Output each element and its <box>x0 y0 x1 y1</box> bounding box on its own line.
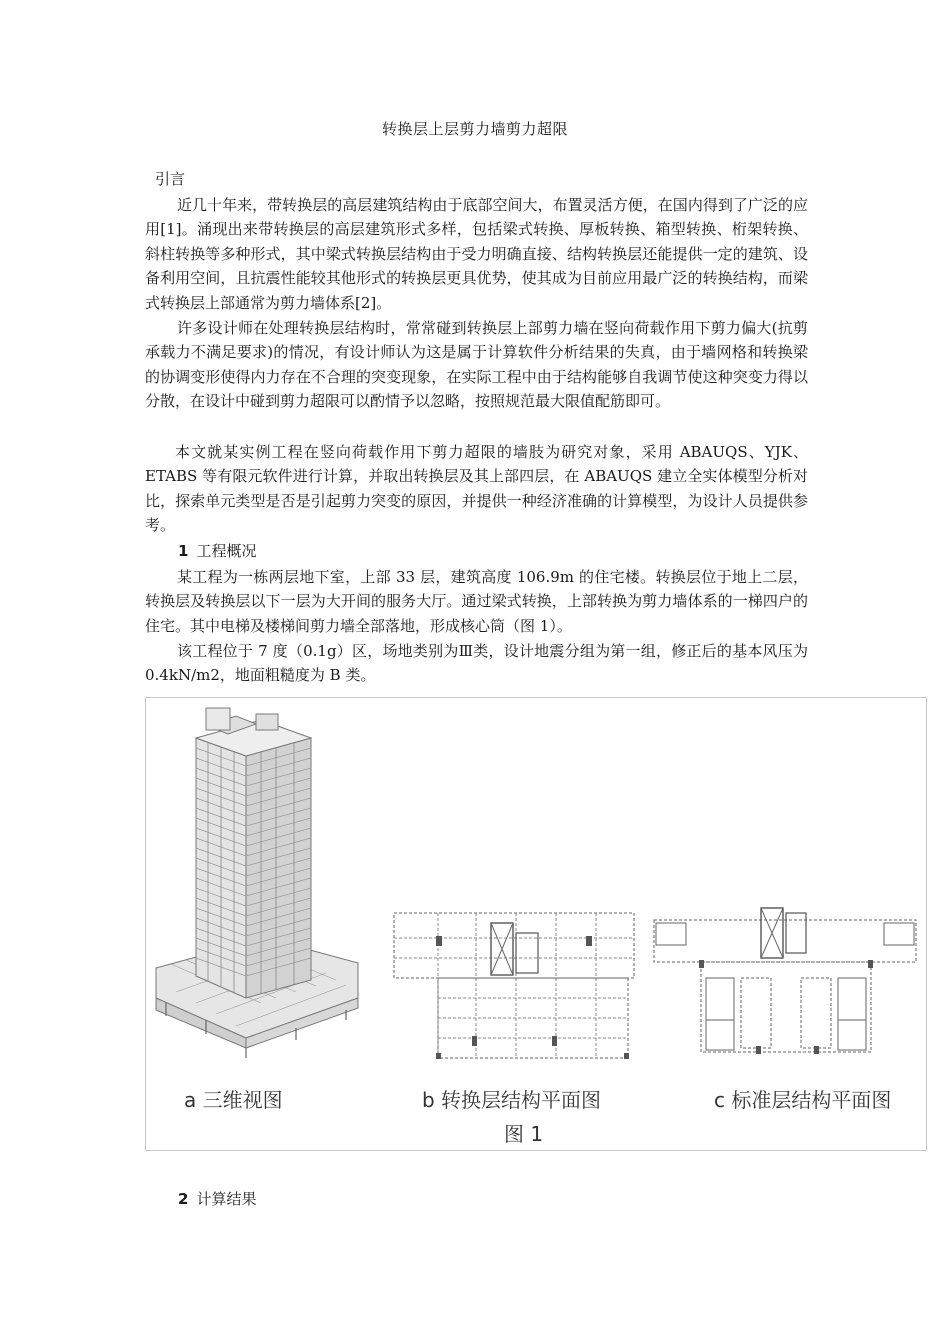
page-title: 转换层上层剪力墙剪力超限 <box>381 120 568 138</box>
figure-caption-b: b 转换层结构平面图 <box>422 1088 602 1112</box>
paragraph-5: 该工程位于 7 度（0.1g）区，场地类别为Ⅲ类，设计地震分组为第一组，修正后的基本风压为 0.4kN/m2，地面粗糙度为 B 类。 <box>145 642 808 685</box>
paragraph-3: 本文就某实例工程在竖向荷载作用下剪力超限的墙肢为研究对象，采用 ABAUQS、YJK、ETABS 等有限元软件进行计算，并取出转换层及其上部四层，在 ABAUQS 建立全实体模型分析对比，探索单元类型是否是引起剪力突变的原因，并提供一种经济准确的计算模型，为设计人员提供参考。 <box>145 443 808 535</box>
section-2-number: 2 <box>178 1190 189 1208</box>
figure-1 <box>145 697 927 1151</box>
intro-heading: 引言 <box>155 170 186 188</box>
transfer-floor-plan <box>394 913 634 1059</box>
section-2-heading <box>178 1188 256 1209</box>
figure-caption-c: c 标准层结构平面图 <box>714 1088 892 1112</box>
figure-main-caption: 图 1 <box>504 1122 544 1146</box>
standard-floor-plan <box>654 908 916 1054</box>
tower-3d-view <box>156 708 358 1058</box>
paragraph-2: 许多设计师在处理转换层结构时，常常碰到转换层上部剪力墙在竖向荷载作用下剪力偏大(抗剪承载力不满足要求)的情况，有设计师认为这是属于计算软件分析结果的失真，由于墙网格和转换梁的协调变形使得内力存在不合理的突变现象，在实际工程中由于结构能够自我调节使这种突变力得以分散，在设计中碰到剪力超限可以酌情予以忽略，按照规范最大限值配筋即可。 <box>145 319 808 411</box>
paragraph-1: 近几十年来，带转换层的高层建筑结构由于底部空间大，布置灵活方便，在国内得到了广泛的应用[1]。涌现出来带转换层的高层建筑形式多样，包括梁式转换、厚板转换、箱型转换、桁架转换、斜柱转换等多种形式，其中梁式转换层结构由于受力明确直接、结构转换层还能提供一定的建筑、设备利用空间，且抗震性能较其他形式的转换层更具优势，使其成为目前应用最广泛的转换结构，而梁式转换层上部通常为剪力墙体系[2]。 <box>145 196 808 312</box>
paragraph-4: 某工程为一栋两层地下室，上部 33 层，建筑高度 106.9m 的住宅楼。转换层位于地上二层，转换层及转换层以下一层为大开间的服务大厅。通过梁式转换，上部转换为剪力墙体系的一梯四户的住宅。其中电梯及楼梯间剪力墙全部落地，形成核心筒（图 1）。 <box>145 568 808 635</box>
section-1-heading <box>178 540 256 561</box>
figure-caption-a: a 三维视图 <box>184 1088 283 1112</box>
section-1-title: 工程概况 <box>196 542 257 560</box>
section-1-number: 1 <box>178 542 189 560</box>
figure-1-drawings <box>146 698 926 1150</box>
section-2-title: 计算结果 <box>196 1190 257 1208</box>
